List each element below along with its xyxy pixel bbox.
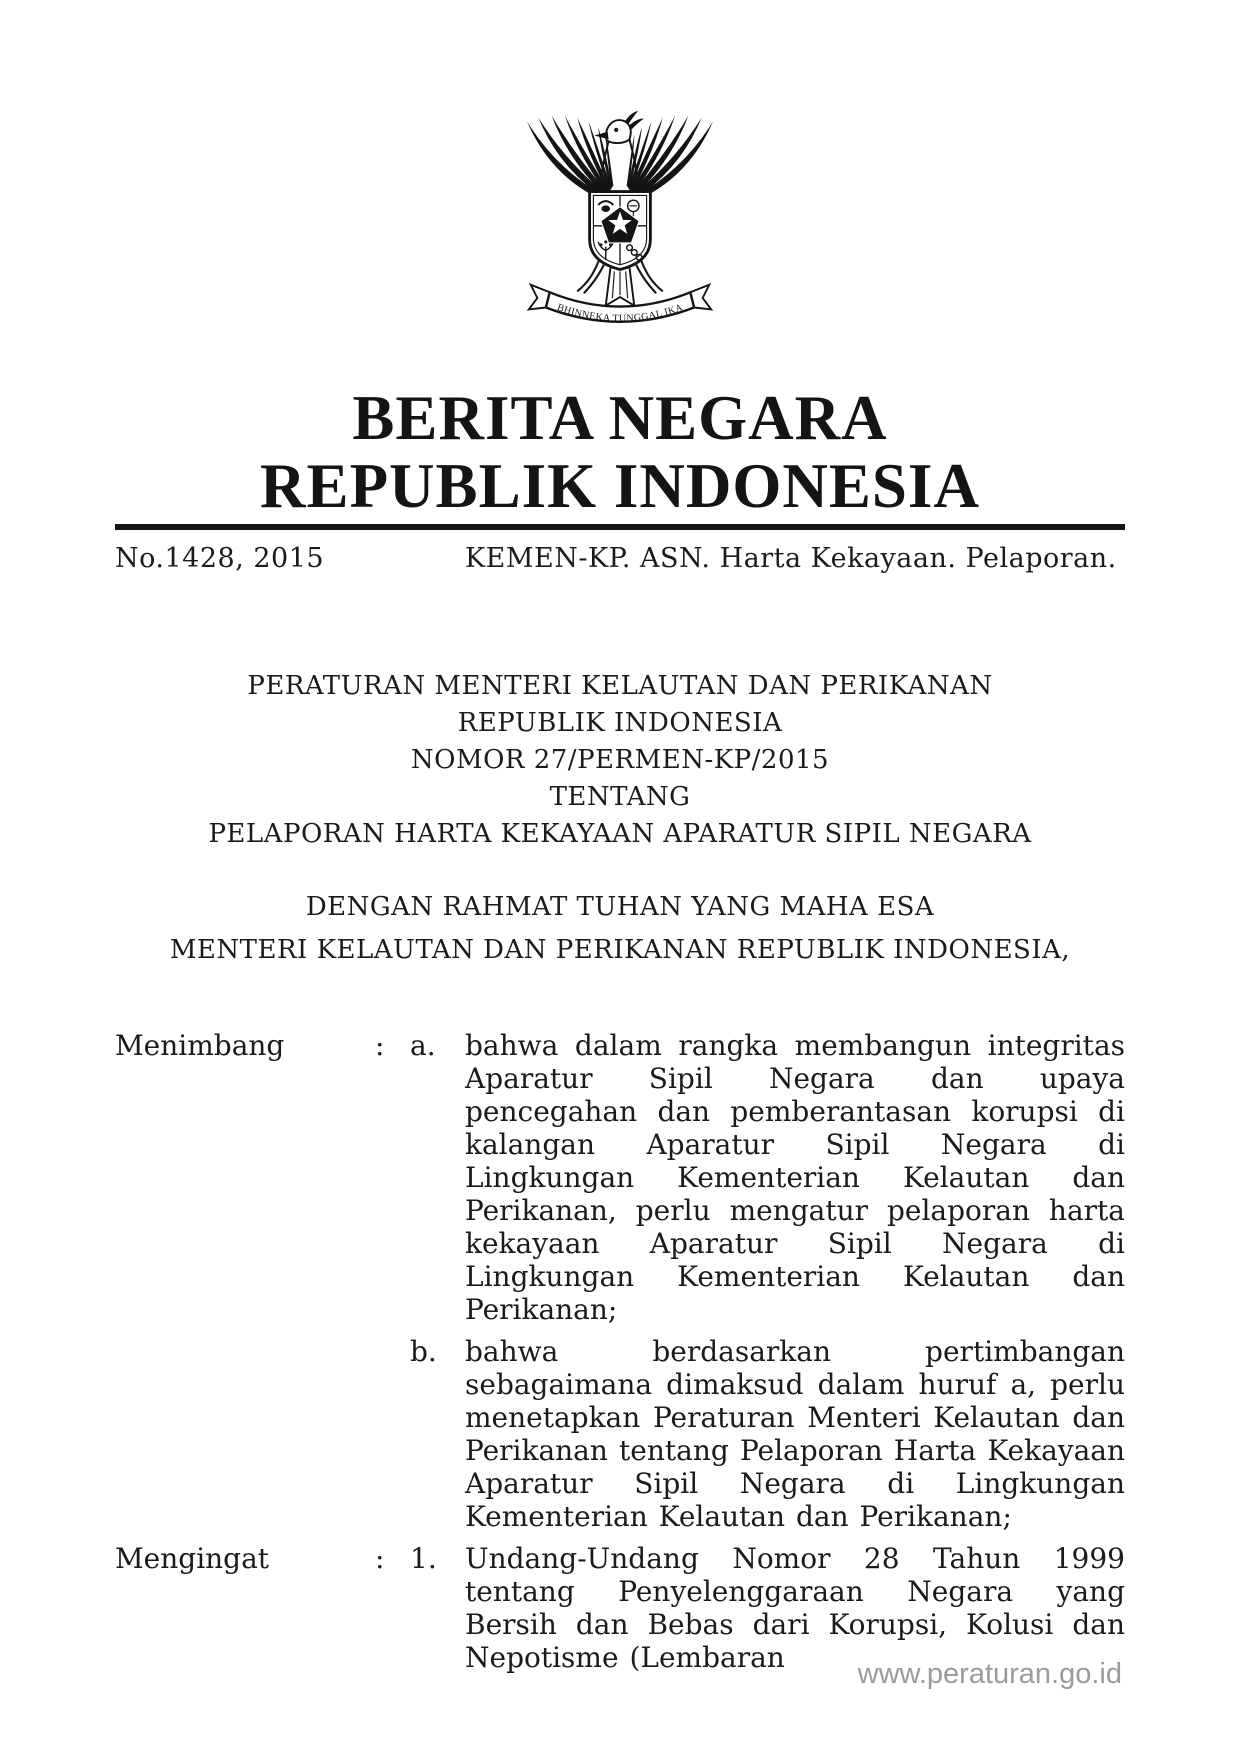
item-marker: a. — [410, 1029, 436, 1062]
masthead-rule — [115, 524, 1125, 530]
invocation-line: DENGAN RAHMAT TUHAN YANG MAHA ESA — [305, 892, 935, 922]
menimbang-item-a — [115, 1029, 1125, 1326]
item-text: bahwa dalam rangka membangun integritas Aparatur Sipil Negara dan upaya pencegahan dan pemberantasan korupsi di kalangan Aparatur Sipil Negara di Lingkungan Kementerian Kelautan dan Perikanan, perlu mengatur pelaporan harta kekayaan Aparatur Sipil Negara di Lingkungan Kementerian Kelautan dan Perikanan; — [465, 1029, 1125, 1326]
mengingat-item-1 — [115, 1542, 1125, 1674]
document-body — [115, 668, 1125, 1674]
doc-title-line: NOMOR 27/PERMEN-KP/2015 — [410, 745, 830, 775]
doc-title-block — [115, 668, 1125, 853]
garuda-pancasila-emblem — [525, 106, 715, 338]
section-colon: : — [375, 1542, 385, 1575]
emblem-motto: BHINNEKA TUNGGAL IKA — [555, 302, 685, 325]
doc-title-line: REPUBLIK INDONESIA — [457, 708, 783, 738]
section-label-mengingat: Mengingat — [115, 1542, 270, 1575]
doc-title-line: TENTANG — [549, 782, 691, 812]
doc-title-line: PELAPORAN HARTA KEKAYAAN APARATUR SIPIL NEGARA — [208, 819, 1032, 849]
menimbang-item-b — [115, 1335, 1125, 1533]
section-label-menimbang: Menimbang — [115, 1029, 285, 1062]
masthead-title-line2: REPUBLIK INDONESIA — [260, 451, 980, 521]
item-marker: 1. — [410, 1542, 437, 1575]
garuda-pancasila-icon — [525, 106, 715, 338]
gazette-number: No.1428, 2015 — [115, 543, 325, 574]
considerations-sections — [115, 1029, 1125, 1674]
doc-title-line: PERATURAN MENTERI KELAUTAN DAN PERIKANAN — [247, 671, 993, 701]
gazette-subject: KEMEN-KP. ASN. Harta Kekayaan. Pelaporan. — [465, 543, 1117, 574]
masthead-title-line1: BERITA NEGARA — [352, 383, 888, 453]
authority-line: MENTERI KELAUTAN DAN PERIKANAN REPUBLIK INDONESIA, — [169, 935, 1071, 965]
masthead — [0, 384, 1240, 520]
item-text: bahwa berdasarkan pertimbangan sebagaimana dimaksud dalam huruf a, perlu menetapkan Peraturan Menteri Kelautan dan Perikanan tentang Pelaporan Harta Kekayaan Aparatur Sipil Negara di Lingkungan Kementerian Kelautan dan Perikanan; — [465, 1335, 1125, 1533]
item-text: Undang-Undang Nomor 28 Tahun 1999 tentang Penyelenggaraan Negara yang Bersih dan Bebas dari Korupsi, Kolusi dan Nepotisme (Lembaran — [465, 1542, 1125, 1674]
gazette-info-row — [115, 543, 1125, 577]
item-marker: b. — [410, 1335, 437, 1368]
section-colon: : — [375, 1029, 385, 1062]
footer-url: www.peraturan.go.id — [857, 1658, 1122, 1690]
